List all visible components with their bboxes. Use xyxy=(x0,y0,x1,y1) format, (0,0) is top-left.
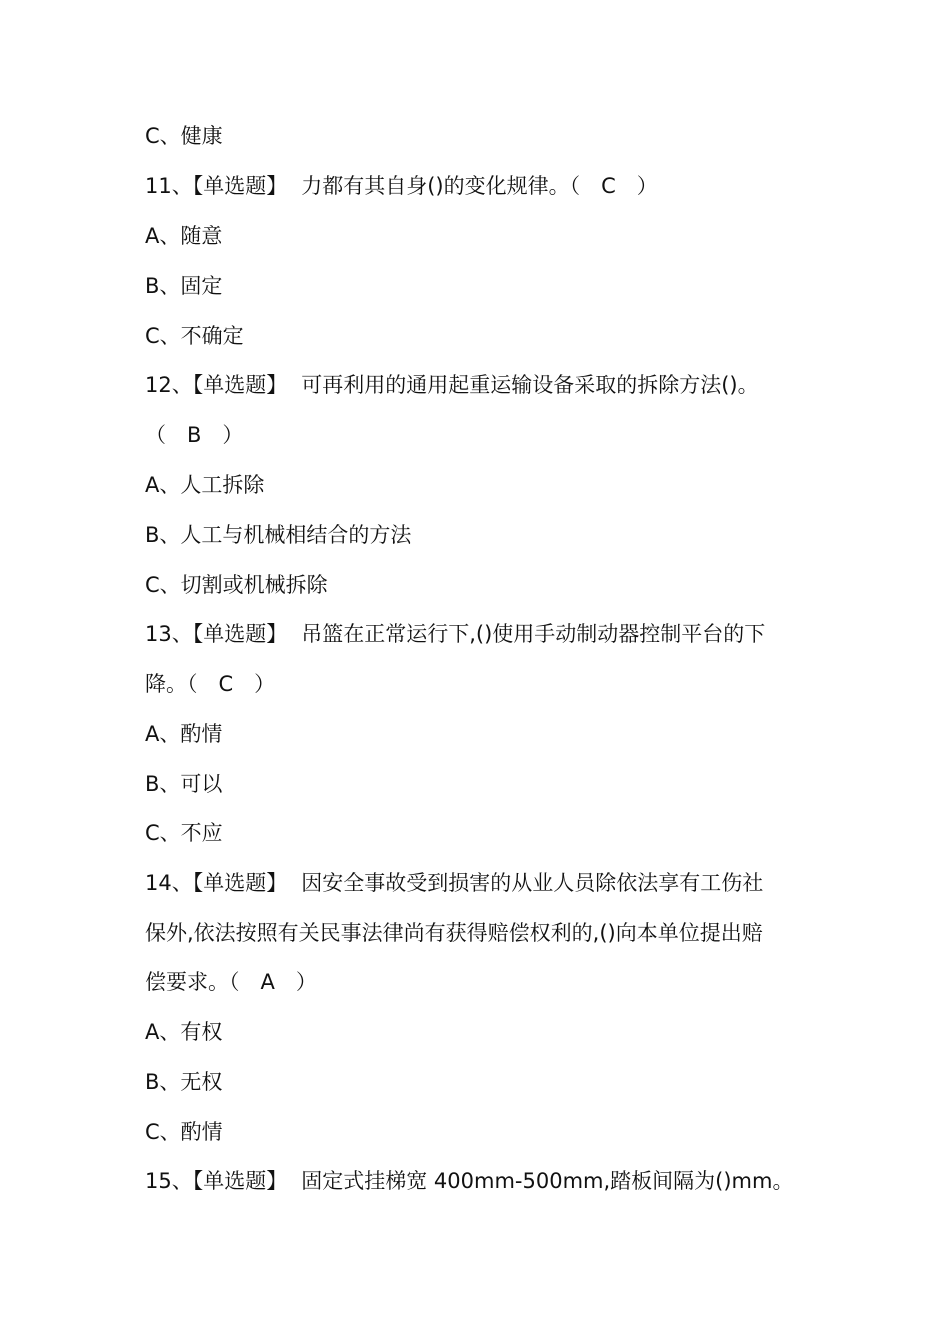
option-text: B、可以 xyxy=(145,772,223,796)
question-number: 14、 xyxy=(145,871,193,895)
continuation-line xyxy=(145,420,825,450)
option-line xyxy=(145,470,825,500)
option-line xyxy=(145,121,825,151)
question-type-tag: 【单选题】 xyxy=(192,174,288,198)
question-line xyxy=(145,619,825,649)
question-text: 因安全事故受到损害的从业人员除依法享有工伤社 xyxy=(301,871,764,895)
question-line xyxy=(145,1166,825,1196)
question-text-continued: 降。（ C ） xyxy=(145,672,276,696)
option-line xyxy=(145,271,825,301)
question-text: 吊篮在正常运行下,()使用手动制动器控制平台的下 xyxy=(301,622,766,646)
question-type-tag: 【单选题】 xyxy=(192,622,288,646)
question-number: 12、 xyxy=(145,373,193,397)
question-line xyxy=(145,171,825,201)
question-type-tag: 【单选题】 xyxy=(192,871,288,895)
continuation-line xyxy=(145,967,825,997)
continuation-line xyxy=(145,918,825,948)
option-text: A、酌情 xyxy=(145,722,223,746)
option-text: B、人工与机械相结合的方法 xyxy=(145,523,412,547)
question-text-continued: 偿要求。（ A ） xyxy=(145,970,317,994)
option-text: B、固定 xyxy=(145,274,223,298)
option-text: C、不应 xyxy=(145,821,223,845)
option-text: A、随意 xyxy=(145,224,223,248)
question-line xyxy=(145,868,825,898)
option-text: C、酌情 xyxy=(145,1120,223,1144)
option-line xyxy=(145,769,825,799)
question-number: 13、 xyxy=(145,622,193,646)
continuation-line xyxy=(145,669,825,699)
option-text: A、人工拆除 xyxy=(145,473,265,497)
option-line xyxy=(145,818,825,848)
question-number: 15、 xyxy=(145,1169,193,1193)
question-line xyxy=(145,370,825,400)
option-line xyxy=(145,221,825,251)
question-number: 11、 xyxy=(145,174,193,198)
question-type-tag: 【单选题】 xyxy=(192,1169,288,1193)
option-text: B、无权 xyxy=(145,1070,223,1094)
question-text: 固定式挂梯宽 400mm-500mm,踏板间隔为()mm。 xyxy=(301,1169,794,1193)
option-text: C、健康 xyxy=(145,124,223,148)
option-line xyxy=(145,520,825,550)
option-line xyxy=(145,570,825,600)
option-line xyxy=(145,1067,825,1097)
option-text: C、不确定 xyxy=(145,324,244,348)
option-line xyxy=(145,321,825,351)
option-line xyxy=(145,719,825,749)
answer-bracket: （ B ） xyxy=(145,423,244,447)
question-text-continued: 保外,依法按照有关民事法律尚有获得赔偿权利的,()向本单位提出赔 xyxy=(145,921,763,945)
question-text: 力都有其自身()的变化规律。（ C ） xyxy=(301,174,658,198)
question-type-tag: 【单选题】 xyxy=(192,373,288,397)
question-text: 可再利用的通用起重运输设备采取的拆除方法()。 xyxy=(301,373,759,397)
option-line xyxy=(145,1017,825,1047)
option-text: C、切割或机械拆除 xyxy=(145,573,328,597)
option-text: A、有权 xyxy=(145,1020,223,1044)
option-line xyxy=(145,1117,825,1147)
